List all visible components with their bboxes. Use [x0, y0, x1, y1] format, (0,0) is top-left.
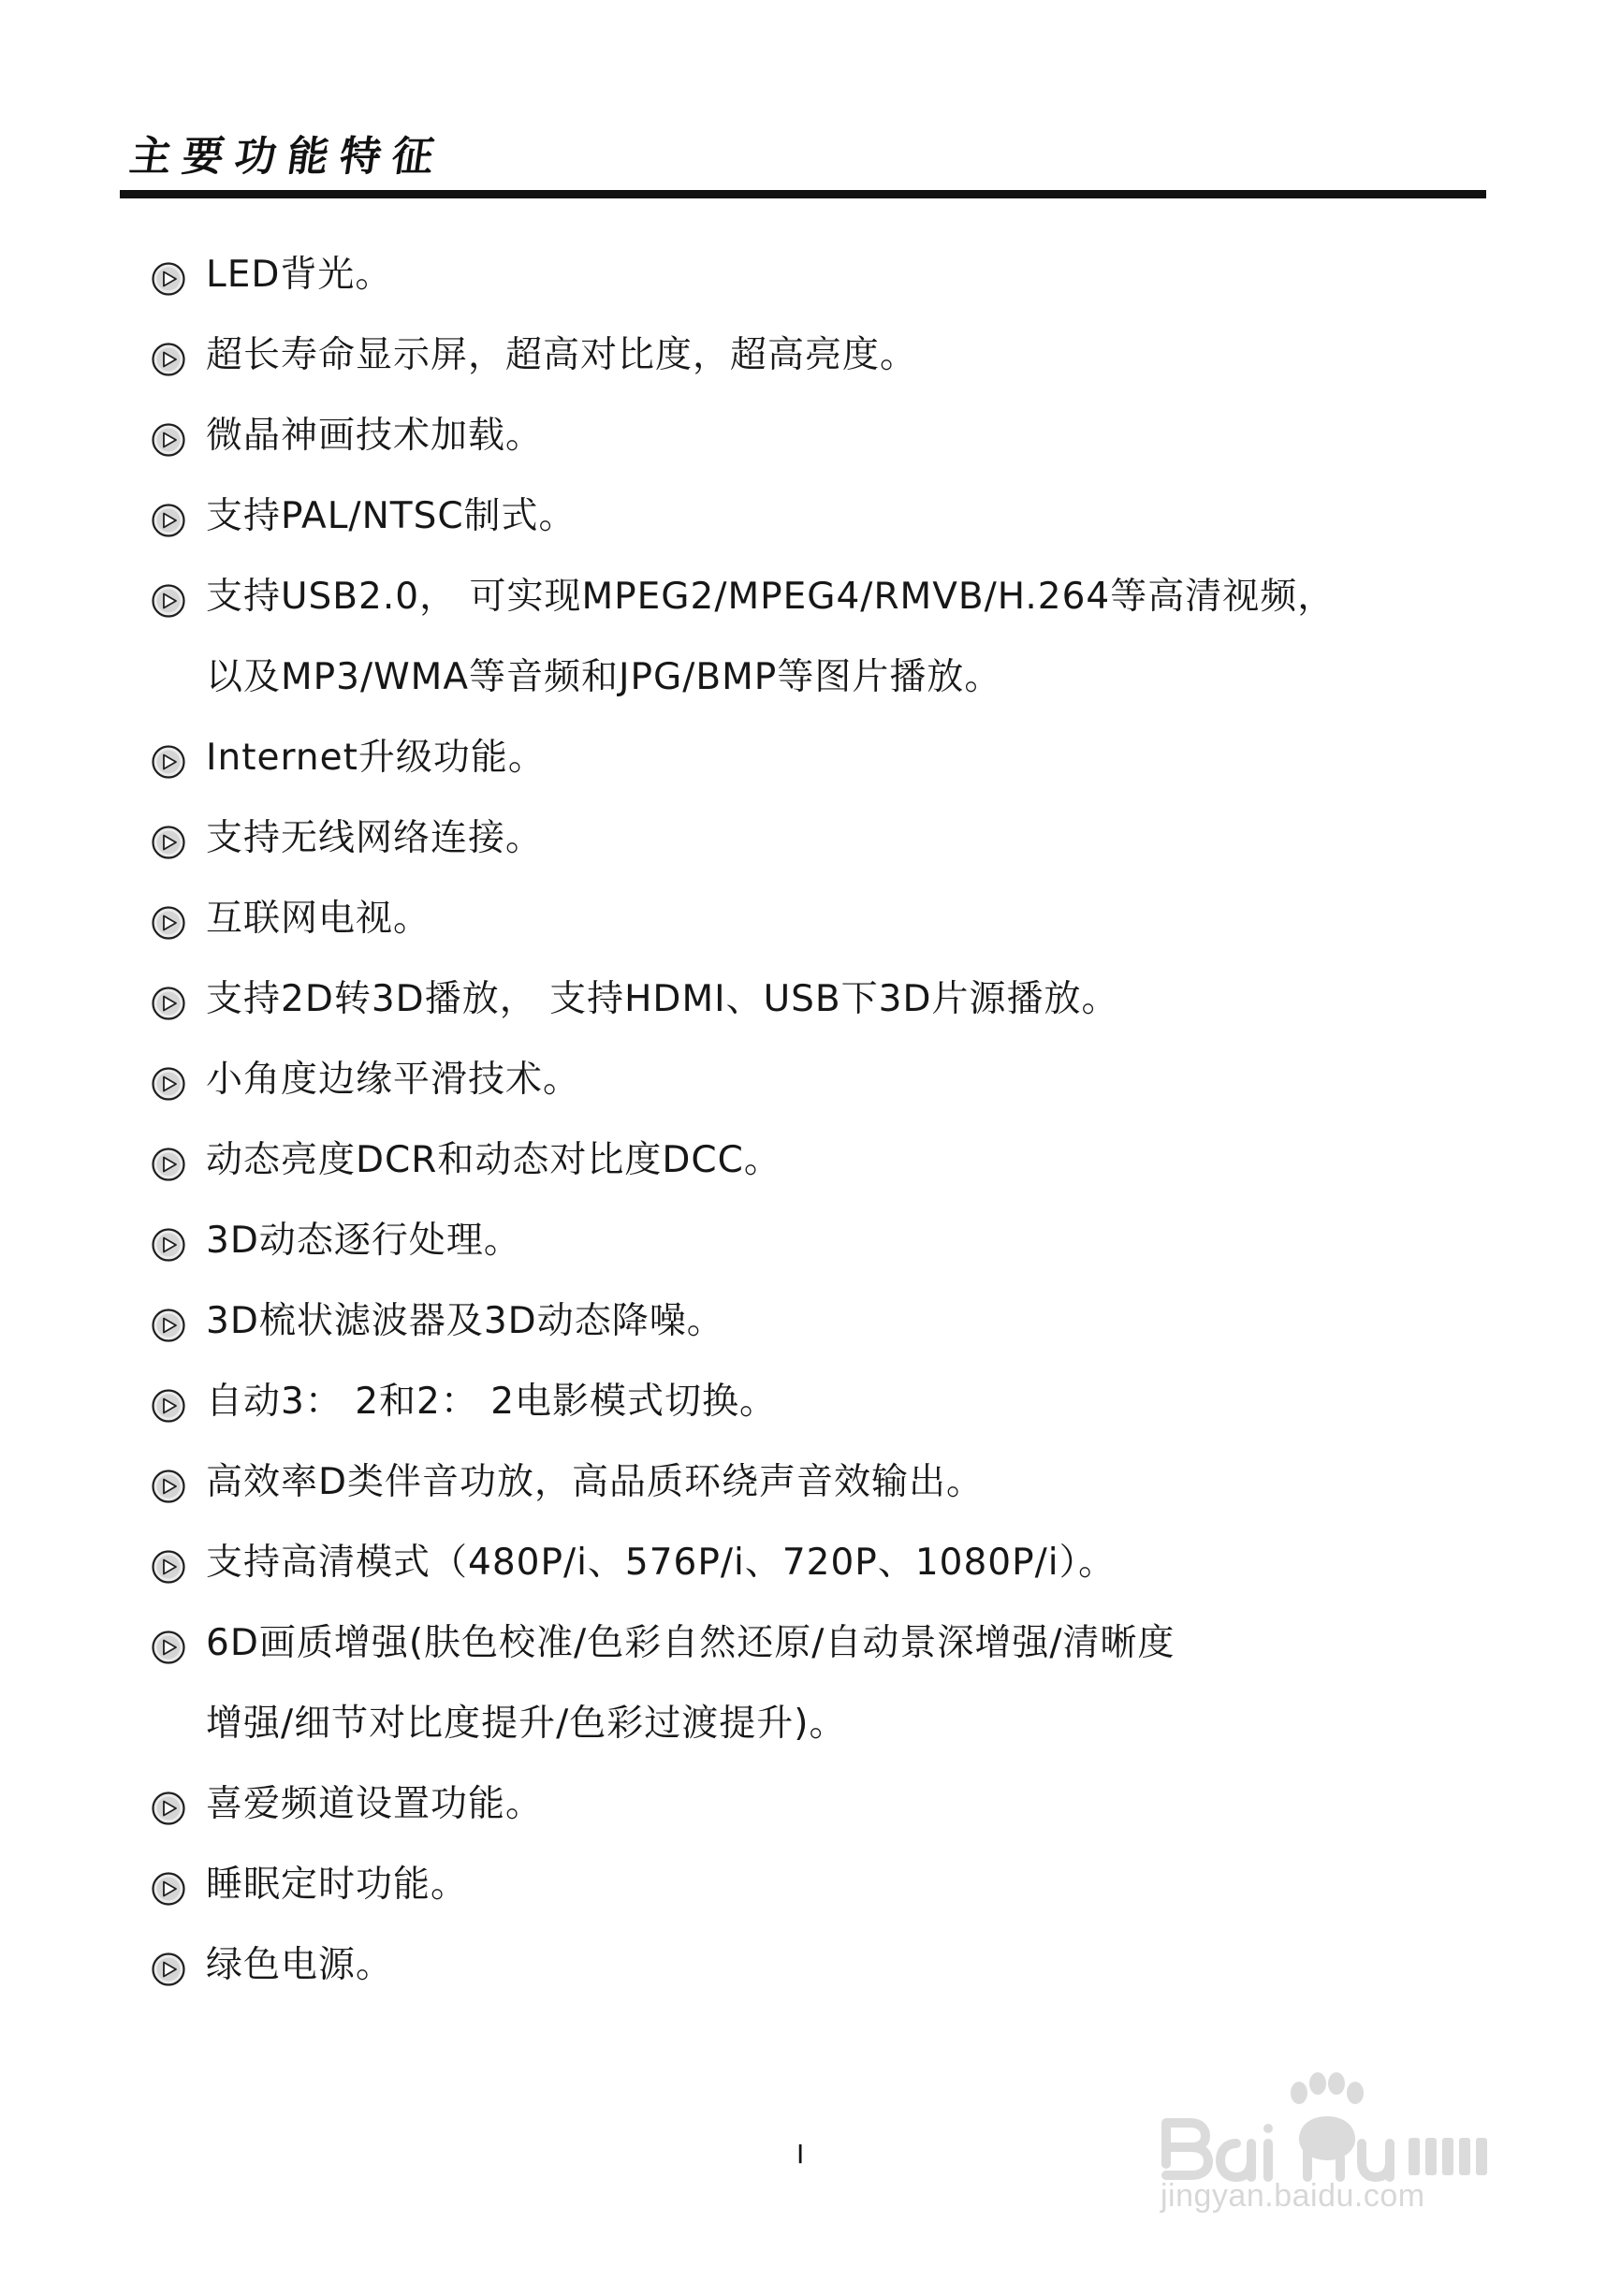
watermark-url: jingyan.baidu.com [1161, 2178, 1425, 2214]
feature-item [150, 899, 1441, 939]
play-circle-bullet-icon [150, 260, 187, 298]
feature-item [150, 1543, 1441, 1583]
play-circle-bullet-icon [150, 1629, 187, 1666]
feature-item [150, 1060, 1441, 1100]
play-circle-bullet-icon [150, 502, 187, 539]
feature-item [150, 1784, 1441, 1824]
feature-text: 睡眠定时功能。 [206, 1864, 469, 1906]
feature-item [150, 416, 1441, 456]
feature-text: 动态亮度DCR和动态对比度DCC。 [206, 1139, 781, 1181]
play-circle-bullet-icon [150, 1146, 187, 1183]
feature-text: 支持高清模式（480P/i、576P/i、720P、1080P/i）。 [206, 1542, 1117, 1584]
feature-text: Internet升级功能。 [206, 737, 546, 779]
feature-text: 3D梳状滤波器及3D动态降噪。 [206, 1300, 724, 1342]
play-circle-bullet-icon [150, 1870, 187, 1908]
feature-text: 互联网电视。 [206, 898, 431, 940]
feature-item [150, 1945, 1441, 1985]
feature-item [150, 255, 1441, 295]
feature-item [150, 1221, 1441, 1261]
feature-text: 自动3： 2和2： 2电影模式切换。 [206, 1381, 778, 1423]
play-circle-bullet-icon [150, 1790, 187, 1827]
feature-item [150, 496, 1441, 536]
feature-item [150, 738, 1441, 778]
feature-item [150, 1382, 1441, 1422]
feature-text: 支持2D转3D播放， 支持HDMI、USB下3D片源播放。 [206, 978, 1119, 1020]
feature-item [150, 979, 1441, 1019]
feature-item [150, 818, 1441, 858]
play-circle-bullet-icon [150, 1065, 187, 1103]
feature-item [150, 1301, 1441, 1341]
play-circle-bullet-icon [150, 743, 187, 781]
feature-item [150, 1462, 1441, 1502]
feature-item [150, 335, 1441, 375]
play-circle-bullet-icon [150, 341, 187, 378]
play-circle-bullet-icon [150, 904, 187, 942]
play-circle-bullet-icon [150, 421, 187, 459]
header-rule [120, 190, 1486, 198]
feature-text: LED背光。 [206, 254, 393, 296]
feature-text: 6D画质增强(肤色校准/色彩自然还原/自动景深增强/清晰度 [206, 1622, 1175, 1664]
feature-item [150, 1865, 1441, 1905]
play-circle-bullet-icon [150, 1307, 187, 1344]
feature-text: 支持无线网络连接。 [206, 817, 544, 859]
play-circle-bullet-icon [150, 1548, 187, 1586]
feature-text: 绿色电源。 [206, 1944, 394, 1986]
feature-text: 高效率D类伴音功放，高品质环绕声音效输出。 [206, 1461, 985, 1503]
feature-list [150, 255, 1441, 2025]
play-circle-bullet-icon [150, 582, 187, 620]
feature-text-line-2: 以及MP3/WMA等音频和JPG/BMP等图片播放。 [206, 656, 1002, 698]
play-circle-bullet-icon [150, 1468, 187, 1505]
feature-text: 微晶神画技术加载。 [206, 415, 544, 457]
play-circle-bullet-icon [150, 985, 187, 1022]
feature-text: 3D动态逐行处理。 [206, 1220, 521, 1262]
feature-item [150, 1140, 1441, 1180]
page-number: I [796, 2139, 805, 2170]
feature-text: 小角度边缘平滑技术。 [206, 1059, 581, 1101]
play-circle-bullet-icon [150, 824, 187, 861]
feature-item [150, 577, 1441, 697]
feature-item [150, 1623, 1441, 1744]
feature-text-line-2: 增强/细节对比度提升/色彩过渡提升)。 [206, 1703, 847, 1745]
play-circle-bullet-icon [150, 1387, 187, 1425]
feature-text: 喜爱频道设置功能。 [206, 1783, 544, 1825]
page-title: 主要功能特征 [126, 133, 448, 181]
feature-text: 超长寿命显示屏，超高对比度，超高亮度。 [206, 334, 918, 376]
feature-text: 支持PAL/NTSC制式。 [206, 495, 577, 537]
play-circle-bullet-icon [150, 1226, 187, 1264]
feature-text: 支持USB2.0， 可实现MPEG2/MPEG4/RMVB/H.264等高清视频， [206, 576, 1336, 618]
watermark [1140, 2057, 1514, 2235]
play-circle-bullet-icon [150, 1951, 187, 1988]
